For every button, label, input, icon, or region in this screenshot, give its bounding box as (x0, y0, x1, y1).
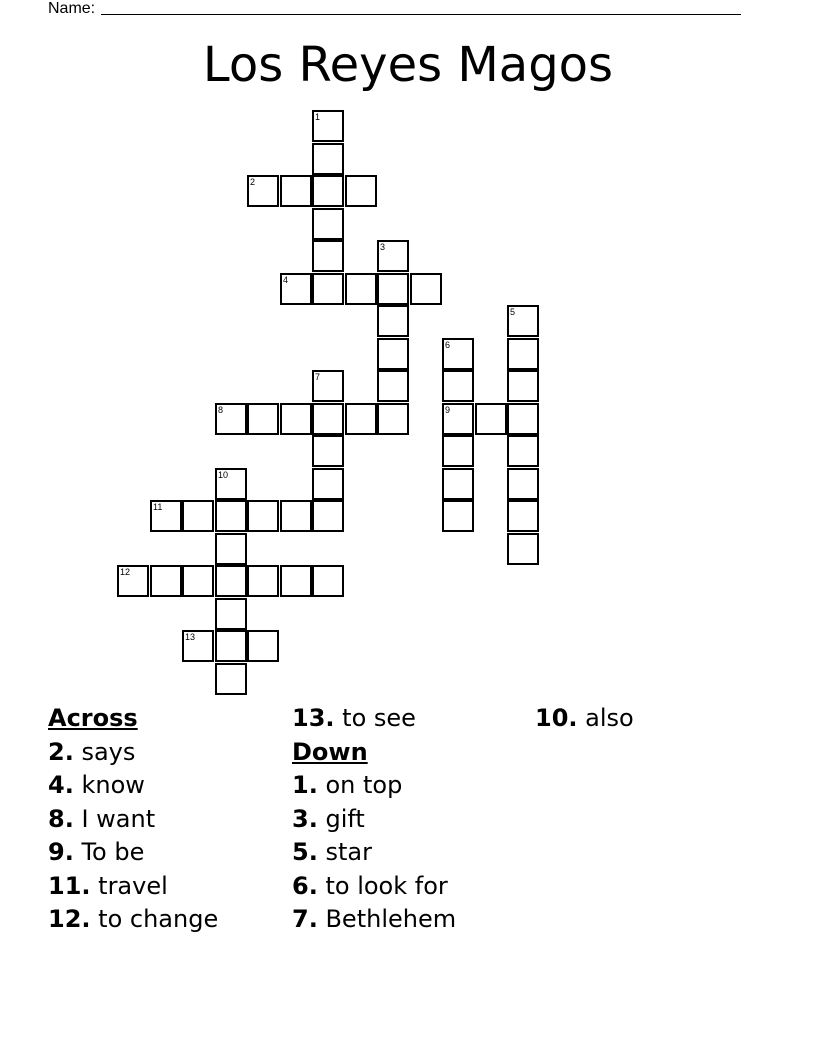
across-heading: Across (48, 704, 138, 732)
grid-cell[interactable] (507, 500, 539, 532)
grid-cell[interactable] (312, 240, 344, 272)
clue-across-4: 4. know (48, 771, 145, 799)
grid-cell[interactable] (150, 500, 182, 532)
grid-cell[interactable] (312, 273, 344, 305)
clue-number: 7 (315, 372, 321, 382)
grid-cell[interactable] (312, 500, 344, 532)
grid-cell[interactable] (507, 403, 539, 435)
grid-cell[interactable] (442, 403, 474, 435)
puzzle-title: Los Reyes Magos (202, 37, 614, 93)
grid-cell[interactable] (215, 663, 247, 695)
grid-cell[interactable] (507, 305, 539, 337)
name-label: Name: (48, 0, 96, 17)
clue-number: 13 (185, 632, 196, 642)
grid-cell[interactable] (280, 500, 312, 532)
grid-cell[interactable] (377, 273, 409, 305)
grid-cell[interactable] (507, 533, 539, 565)
grid-cell[interactable] (182, 565, 214, 597)
clue-down-7: 7. Bethlehem (292, 905, 457, 933)
grid-cell[interactable] (215, 533, 247, 565)
grid-cell[interactable] (215, 598, 247, 630)
clue-down-3: 3. gift (292, 804, 365, 833)
grid-cell[interactable] (215, 630, 247, 662)
grid-cell[interactable] (215, 468, 247, 500)
clue-number: 5 (510, 307, 516, 317)
grid-cell[interactable] (215, 403, 247, 435)
grid-cell[interactable] (377, 338, 409, 370)
grid-cell[interactable] (312, 208, 344, 240)
grid-cell[interactable] (377, 240, 409, 272)
grid-cell[interactable] (280, 273, 312, 305)
clue-down-5: 5. star (292, 838, 372, 866)
grid-cell[interactable] (247, 175, 279, 207)
grid-cell[interactable] (312, 403, 344, 435)
grid-cell[interactable] (442, 435, 474, 467)
clue-number: 12 (120, 567, 131, 577)
clue-column-1 (48, 702, 218, 937)
clue-number: 10 (218, 470, 229, 480)
clue-number: 4 (283, 275, 289, 285)
grid-cell[interactable] (377, 370, 409, 402)
grid-cell[interactable] (345, 273, 377, 305)
grid-cell[interactable] (442, 468, 474, 500)
clue-down-6: 6. to look for (292, 871, 448, 900)
grid-cell[interactable] (507, 370, 539, 402)
clue-number: 6 (445, 340, 451, 350)
grid-cell[interactable] (312, 370, 344, 402)
grid-cell[interactable] (280, 403, 312, 435)
clue-across-9: 9. To be (48, 838, 145, 866)
grid-cell[interactable] (247, 565, 279, 597)
down-heading: Down (292, 737, 368, 766)
clue-across-12: 12. to change (48, 905, 219, 933)
grid-cell[interactable] (442, 370, 474, 402)
grid-cell[interactable] (215, 500, 247, 532)
grid-cell[interactable] (312, 468, 344, 500)
clue-across-11: 11. travel (48, 871, 168, 900)
grid-cell[interactable] (507, 468, 539, 500)
grid-cell[interactable] (475, 403, 507, 435)
grid-cell[interactable] (345, 175, 377, 207)
clue-number: 3 (380, 242, 386, 252)
grid-cell[interactable] (377, 305, 409, 337)
grid-cell[interactable] (215, 565, 247, 597)
clue-down-1: 1. on top (292, 771, 403, 799)
grid-cell[interactable] (442, 500, 474, 532)
clue-number: 11 (153, 502, 163, 512)
clue-column-3 (535, 702, 634, 736)
clue-number: 9 (445, 405, 451, 415)
grid-cell[interactable] (247, 500, 279, 532)
grid-cell[interactable] (442, 338, 474, 370)
grid-cell[interactable] (312, 435, 344, 467)
grid-cell[interactable] (345, 403, 377, 435)
clue-down-10: 10. also (535, 704, 634, 732)
clue-across-13: 13. to see (292, 704, 416, 732)
clue-across-8: 8. I want (48, 804, 156, 833)
grid-cell[interactable] (247, 630, 279, 662)
grid-cell[interactable] (312, 143, 344, 175)
grid-cell[interactable] (280, 175, 312, 207)
grid-cell[interactable] (182, 630, 214, 662)
grid-cell[interactable] (410, 273, 442, 305)
clue-across-2: 2. says (48, 737, 136, 766)
grid-cell[interactable] (312, 175, 344, 207)
clue-column-2 (292, 702, 456, 937)
clue-number: 1 (315, 112, 321, 122)
clue-number: 2 (250, 177, 256, 187)
grid-cell[interactable] (312, 565, 344, 597)
grid-cell[interactable] (312, 110, 344, 142)
grid-cell[interactable] (150, 565, 182, 597)
grid-cell[interactable] (377, 403, 409, 435)
grid-cell[interactable] (247, 403, 279, 435)
grid-cell[interactable] (182, 500, 214, 532)
grid-cell[interactable] (280, 565, 312, 597)
grid-cell[interactable] (507, 435, 539, 467)
clue-number: 8 (218, 405, 224, 415)
grid-cell[interactable] (507, 338, 539, 370)
grid-cell[interactable] (117, 565, 149, 597)
